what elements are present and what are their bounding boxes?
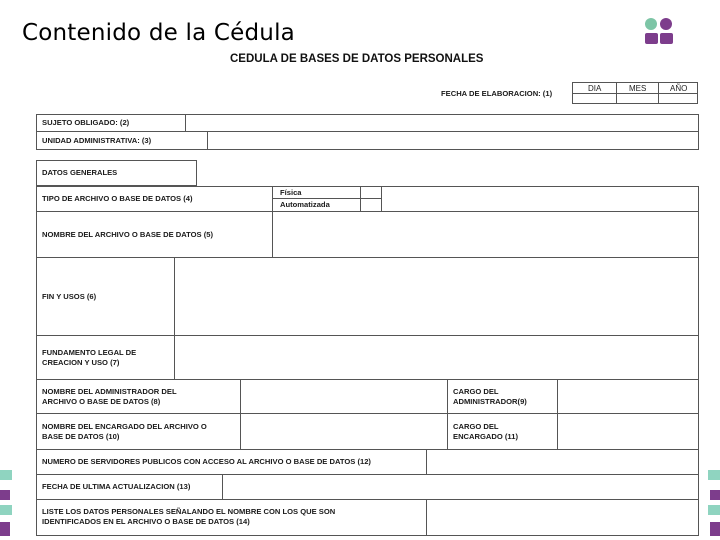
date-anio-input[interactable] bbox=[659, 93, 698, 104]
left-decoration bbox=[0, 490, 10, 500]
lista-datos-label-line2: IDENTIFICADOS EN EL ARCHIVO O BASE DE DATOS (14) bbox=[42, 517, 250, 526]
encargado-label-line1: NOMBRE DEL ENCARGADO DEL ARCHIVO O bbox=[42, 422, 207, 431]
fin-usos-label: FIN Y USOS (6) bbox=[42, 292, 97, 301]
form-title: CEDULA DE BASES DE DATOS PERSONALES bbox=[230, 53, 484, 65]
tipo-fisica-checkbox[interactable] bbox=[361, 187, 381, 198]
sujeto-obligado-input[interactable] bbox=[186, 115, 698, 131]
date-col-mes: MES bbox=[629, 84, 647, 93]
cargo-administrador-input[interactable] bbox=[558, 380, 698, 413]
lista-datos-input[interactable] bbox=[427, 500, 698, 535]
logo-icon bbox=[644, 16, 676, 46]
actualizacion-label: FECHA DE ULTIMA ACTUALIZACION (13) bbox=[42, 482, 191, 491]
administrador-input[interactable] bbox=[241, 380, 447, 413]
cargo-encargado-input[interactable] bbox=[558, 414, 698, 449]
left-decoration bbox=[0, 505, 12, 515]
sujeto-obligado-label: SUJETO OBLIGADO: (2) bbox=[42, 118, 130, 127]
unidad-administrativa-input[interactable] bbox=[208, 132, 698, 149]
unidad-administrativa-label: UNIDAD ADMINISTRATIVA: (3) bbox=[42, 136, 152, 145]
nombre-archivo-label: NOMBRE DEL ARCHIVO O BASE DE DATOS (5) bbox=[42, 230, 214, 239]
fundamento-label-line1: FUNDAMENTO LEGAL DE bbox=[42, 348, 137, 357]
administrador-label-line2: ARCHIVO O BASE DE DATOS (8) bbox=[42, 397, 161, 406]
fundamento-input[interactable] bbox=[175, 336, 698, 379]
administrador-label-line1: NOMBRE DEL ADMINISTRADOR DEL bbox=[42, 387, 177, 396]
tipo-archivo-label: TIPO DE ARCHIVO O BASE DE DATOS (4) bbox=[42, 194, 193, 203]
cargo-encargado-label-line2: ENCARGADO (11) bbox=[453, 432, 518, 441]
servidores-label: NUMERO DE SERVIDORES PUBLICOS CON ACCESO AL ARCHIVO O BASE DE DATOS (12) bbox=[42, 457, 371, 466]
date-col-anio: AÑO bbox=[670, 84, 688, 93]
tipo-automatizada-label: Automatizada bbox=[280, 200, 330, 209]
actualizacion-input[interactable] bbox=[223, 475, 698, 499]
fin-usos-input[interactable] bbox=[175, 258, 698, 335]
date-mes-input[interactable] bbox=[617, 93, 658, 104]
cargo-encargado-label-line1: CARGO DEL bbox=[453, 422, 499, 431]
right-decoration bbox=[710, 490, 720, 500]
tipo-fisica-label: Física bbox=[280, 188, 302, 197]
tipo-automatizada-checkbox[interactable] bbox=[361, 199, 381, 210]
right-decoration bbox=[708, 505, 720, 515]
slide-title: Contenido de la Cédula bbox=[22, 20, 295, 46]
nombre-archivo-input[interactable] bbox=[273, 212, 698, 257]
fundamento-label-line2: CREACION Y USO (7) bbox=[42, 358, 120, 367]
right-decoration bbox=[708, 470, 720, 480]
fecha-label: FECHA DE ELABORACION: (1) bbox=[441, 89, 553, 98]
servidores-input[interactable] bbox=[427, 450, 698, 474]
cargo-administrador-label-line1: CARGO DEL bbox=[453, 387, 499, 396]
encargado-label-line2: BASE DE DATOS (10) bbox=[42, 432, 120, 441]
left-decoration bbox=[0, 522, 10, 536]
date-dia-input[interactable] bbox=[572, 93, 617, 104]
lista-datos-label-line1: LISTE LOS DATOS PERSONALES SEÑALANDO EL NOMBRE CON LOS QUE SON bbox=[42, 507, 336, 516]
encargado-input[interactable] bbox=[241, 414, 447, 449]
date-col-dia: DIA bbox=[588, 84, 602, 93]
datos-generales-label: DATOS GENERALES bbox=[42, 168, 118, 177]
left-decoration bbox=[0, 470, 12, 480]
cargo-administrador-label-line2: ADMINISTRADOR(9) bbox=[453, 397, 527, 406]
right-decoration bbox=[710, 522, 720, 536]
